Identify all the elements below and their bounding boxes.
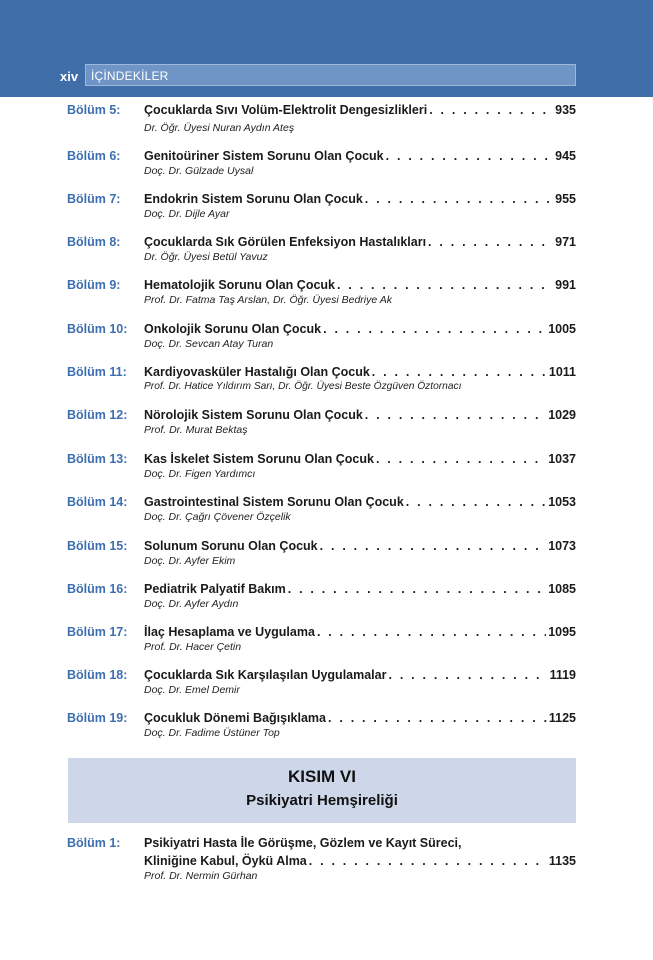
chapter-title-line-2: Kliniğine Kabul, Öykü Alma xyxy=(144,854,307,868)
chapter-title: Kas İskelet Sistem Sorunu Olan Çocuk xyxy=(144,452,374,466)
chapter-author: Prof. Dr. Hacer Çetin xyxy=(144,641,242,653)
chapter-number: Bölüm 8: xyxy=(67,235,121,249)
dot-leader xyxy=(288,582,546,596)
dot-leader xyxy=(337,278,553,292)
chapter-number: Bölüm 16: xyxy=(67,582,128,596)
page-number: xiv xyxy=(60,69,79,84)
chapter-author: Doç. Dr. Çağrı Çövener Özçelik xyxy=(144,511,291,523)
chapter-page: 1029 xyxy=(548,408,576,422)
chapter-page: 1095 xyxy=(548,625,576,639)
chapter-title: İlaç Hesaplama ve Uygulama xyxy=(144,625,315,639)
section-heading-box xyxy=(68,758,576,823)
chapter-title: Nörolojik Sistem Sorunu Olan Çocuk xyxy=(144,408,363,422)
chapter-author: Prof. Dr. Nermin Gürhan xyxy=(144,870,258,882)
dot-leader xyxy=(428,235,553,249)
dot-leader xyxy=(372,365,547,379)
chapter-page: 1053 xyxy=(548,495,576,509)
chapter-page: 971 xyxy=(555,235,576,249)
chapter-author: Doç. Dr. Ayfer Ekim xyxy=(144,555,236,567)
chapter-number: Bölüm 19: xyxy=(67,711,128,725)
dot-leader xyxy=(317,625,546,639)
dot-leader xyxy=(386,149,554,163)
dot-leader xyxy=(328,711,547,725)
chapter-page: 1005 xyxy=(548,322,576,336)
chapter-author: Doç. Dr. Fadime Üstüner Top xyxy=(144,727,280,739)
chapter-author: Doç. Dr. Dijle Ayar xyxy=(144,208,230,220)
chapter-title: Kardiyovasküler Hastalığı Olan Çocuk xyxy=(144,365,370,379)
chapter-page: 1037 xyxy=(548,452,576,466)
chapter-number: Bölüm 11: xyxy=(67,365,127,379)
chapter-author: Dr. Öğr. Üyesi Betül Yavuz xyxy=(144,251,268,263)
chapter-title: Çocuklarda Sık Karşılaşılan Uygulamalar xyxy=(144,668,387,682)
chapter-title-line-1: Psikiyatri Hasta İle Görüşme, Gözlem ve Kayıt Süreci, xyxy=(144,836,462,850)
dot-leader xyxy=(309,854,547,868)
chapter-number: Bölüm 1: xyxy=(67,836,121,850)
chapter-author: Prof. Dr. Hatice Yıldırım Sarı, Dr. Öğr. Üyesi Beste Özgüven Öztornacı xyxy=(144,381,462,392)
chapter-number: Bölüm 17: xyxy=(67,625,128,639)
dot-leader xyxy=(376,452,546,466)
chapter-number: Bölüm 14: xyxy=(67,495,128,509)
chapter-page: 945 xyxy=(555,149,576,163)
dot-leader xyxy=(320,539,547,553)
chapter-author: Dr. Öğr. Üyesi Nuran Aydın Ateş xyxy=(144,122,295,134)
chapter-title: Hematolojik Sorunu Olan Çocuk xyxy=(144,278,335,292)
chapter-number: Bölüm 13: xyxy=(67,452,128,466)
chapter-number: Bölüm 10: xyxy=(67,322,128,336)
chapter-number: Bölüm 7: xyxy=(67,192,121,206)
dot-leader xyxy=(388,668,547,682)
chapter-number: Bölüm 12: xyxy=(67,408,128,422)
chapter-author: Prof. Dr. Fatma Taş Arslan, Dr. Öğr. Üyesi Bedriye Ak xyxy=(144,294,392,306)
dot-leader xyxy=(365,408,546,422)
chapter-number: Bölüm 5: xyxy=(67,103,121,117)
chapter-title: Gastrointestinal Sistem Sorunu Olan Çocuk xyxy=(144,495,404,509)
chapter-title: Çocuklarda Sık Görülen Enfeksiyon Hastalıkları xyxy=(144,235,427,249)
dot-leader xyxy=(429,103,553,117)
chapter-page: 1085 xyxy=(548,582,576,596)
chapter-number: Bölüm 15: xyxy=(67,539,128,553)
dot-leader xyxy=(323,322,546,336)
dot-leader xyxy=(365,192,553,206)
chapter-author: Doç. Dr. Sevcan Atay Turan xyxy=(144,338,274,350)
chapter-page: 991 xyxy=(555,278,576,292)
chapter-page: 1011 xyxy=(548,365,576,379)
dot-leader xyxy=(406,495,546,509)
chapter-number: Bölüm 6: xyxy=(67,149,121,163)
chapter-author: Doç. Dr. Figen Yardımcı xyxy=(144,468,256,480)
chapter-author: Doç. Dr. Emel Demir xyxy=(144,684,240,696)
chapter-author: Doç. Dr. Gülzade Uysal xyxy=(144,165,254,177)
section-part-title: KISIM VI xyxy=(287,767,356,786)
chapter-page: 935 xyxy=(555,103,576,117)
chapter-title: Solunum Sorunu Olan Çocuk xyxy=(144,539,318,553)
header-title-box xyxy=(85,64,576,86)
chapter-page: 1125 xyxy=(548,711,576,725)
chapter-title: Onkolojik Sorunu Olan Çocuk xyxy=(144,322,322,336)
chapter-page: 955 xyxy=(555,192,576,206)
chapter-title: Genitoüriner Sistem Sorunu Olan Çocuk xyxy=(144,149,384,163)
chapter-page: 1135 xyxy=(548,854,576,868)
chapter-title: Çocuklarda Sıvı Volüm-Elektrolit Dengesizlikleri xyxy=(144,103,428,117)
chapter-title: Pediatrik Palyatif Bakım xyxy=(144,582,286,596)
section-name: Psikiyatri Hemşireliği xyxy=(246,792,398,809)
chapter-page: 1073 xyxy=(548,539,576,553)
chapter-number: Bölüm 18: xyxy=(67,668,128,682)
chapter-page: 1119 xyxy=(549,668,576,682)
chapter-number: Bölüm 9: xyxy=(67,278,121,292)
chapter-title: Endokrin Sistem Sorunu Olan Çocuk xyxy=(144,192,363,206)
chapter-author: Prof. Dr. Murat Bektaş xyxy=(144,424,248,436)
header-title: İÇİNDEKİLER xyxy=(91,69,169,83)
chapter-title: Çocukluk Dönemi Bağışıklama xyxy=(144,711,327,725)
chapter-author: Doç. Dr. Ayfer Aydın xyxy=(144,598,239,610)
